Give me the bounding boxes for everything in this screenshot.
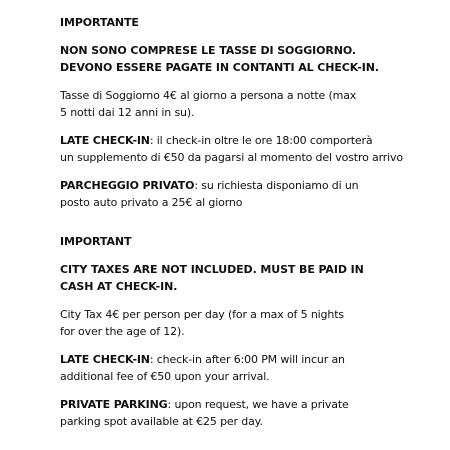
house-rules-document: [60, 14, 440, 430]
parking-en-line-1: : upon request, we have a private: [167, 398, 349, 411]
parking-label-it: PARCHEGGIO PRIVATO: [60, 179, 195, 192]
late-checkin-label-en: LATE CHECK-IN: [60, 353, 150, 366]
late-checkin-en-line-1: : check-in after 6:00 PM will incur an: [149, 353, 345, 366]
tax-notice-it-line-2: DEVONO ESSERE PAGATE IN CONTANTI AL CHECK-IN.: [60, 61, 379, 74]
section-heading-it: IMPORTANTE: [60, 16, 139, 29]
english-section: [60, 233, 440, 430]
late-checkin-paragraph-en: [60, 351, 440, 385]
late-checkin-paragraph-it: [60, 132, 440, 166]
section-heading-en: IMPORTANT: [60, 235, 132, 248]
late-checkin-label-it: LATE CHECK-IN: [60, 134, 150, 147]
city-tax-en-line-2: for over the age of 12).: [60, 325, 185, 338]
city-tax-it-line-2: 5 notti dai 12 anni in su).: [60, 106, 195, 119]
city-tax-it-line-1: Tasse di Soggiorno 4€ al giorno a persona a notte (max: [60, 89, 357, 102]
tax-notice-it-line-1: NON SONO COMPRESE LE TASSE DI SOGGIORNO.: [60, 44, 356, 57]
parking-paragraph-it: [60, 177, 440, 211]
tax-notice-it: [60, 42, 440, 76]
parking-paragraph-en: [60, 396, 440, 430]
italian-section: [60, 14, 440, 211]
tax-notice-en: [60, 261, 440, 295]
late-checkin-it-line-2: un supplemento di €50 da pagarsi al momento del vostro arrivo: [60, 151, 403, 164]
late-checkin-it-line-1: : il check-in oltre le ore 18:00 comporterà: [149, 134, 373, 147]
late-checkin-en-line-2: additional fee of €50 upon your arrival.: [60, 370, 270, 383]
parking-label-en: PRIVATE PARKING: [60, 398, 168, 411]
parking-en-line-2: parking spot available at €25 per day.: [60, 415, 263, 428]
parking-it-line-1: : su richiesta disponiamo di un: [194, 179, 359, 192]
city-tax-paragraph-it: [60, 87, 440, 121]
parking-it-line-2: posto auto privato a 25€ al giorno: [60, 196, 243, 209]
city-tax-paragraph-en: [60, 306, 440, 340]
tax-notice-en-line-1: CITY TAXES ARE NOT INCLUDED. MUST BE PAID IN: [60, 263, 364, 276]
tax-notice-en-line-2: CASH AT CHECK-IN.: [60, 280, 178, 293]
city-tax-en-line-1: City Tax 4€ per person per day (for a max of 5 nights: [60, 308, 344, 321]
